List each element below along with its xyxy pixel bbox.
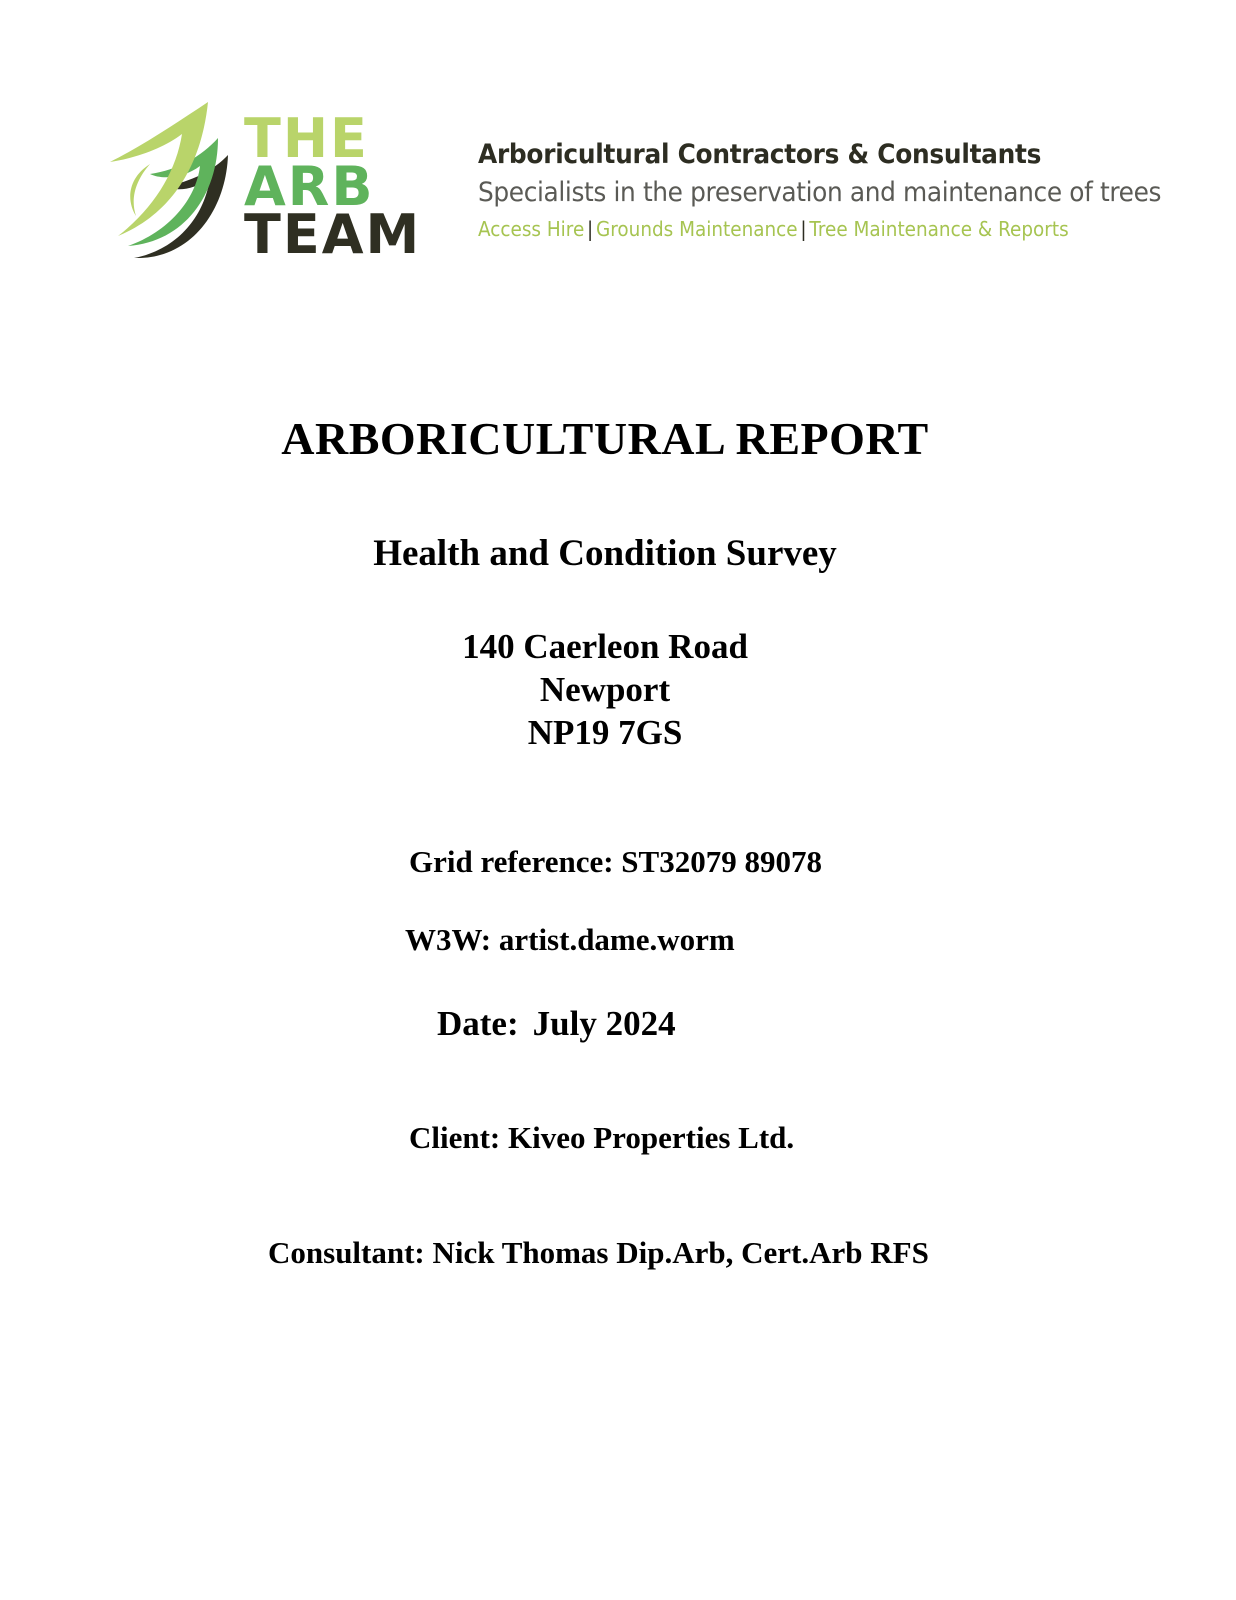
- service-tree-maintenance: Tree Maintenance & Reports: [809, 217, 1069, 241]
- grid-reference: Grid reference: ST32079 89078: [409, 844, 822, 879]
- client-name: Client: Kiveo Properties Ltd.: [409, 1120, 795, 1155]
- logo-word-team: TEAM: [244, 203, 422, 266]
- address-line-street: 140 Caerleon Road: [462, 627, 748, 666]
- address-line-town: Newport: [539, 670, 671, 709]
- leaf-logo-icon: [106, 100, 236, 265]
- service-separator: |: [800, 217, 807, 241]
- services-list: [478, 216, 1140, 242]
- date-value: July 2024: [532, 1004, 676, 1043]
- service-access-hire: Access Hire: [478, 217, 585, 241]
- site-address: [0, 625, 1210, 754]
- report-title: ARBORICULTURAL REPORT: [281, 413, 929, 464]
- tagline-title: Arboricultural Contractors & Consultants: [478, 139, 1042, 170]
- service-grounds-maintenance: Grounds Maintenance: [596, 217, 798, 241]
- report-subtitle: Health and Condition Survey: [373, 533, 837, 574]
- tagline-subtitle: Specialists in the preservation and maintenance of trees: [478, 177, 1162, 208]
- service-separator: |: [587, 217, 594, 241]
- date-label: Date:: [437, 1004, 519, 1043]
- logo-word-the: THE: [244, 107, 369, 170]
- address-line-postcode: NP19 7GS: [527, 713, 683, 752]
- what3words-location: W3W: artist.dame.worm: [405, 922, 735, 957]
- tagline: [478, 138, 1198, 242]
- logo-word-arb: ARB: [244, 155, 375, 218]
- letterhead: [0, 0, 1236, 300]
- consultant-name: Consultant: Nick Thomas Dip.Arb, Cert.Arb RFS: [268, 1235, 929, 1270]
- report-date: [437, 1004, 676, 1044]
